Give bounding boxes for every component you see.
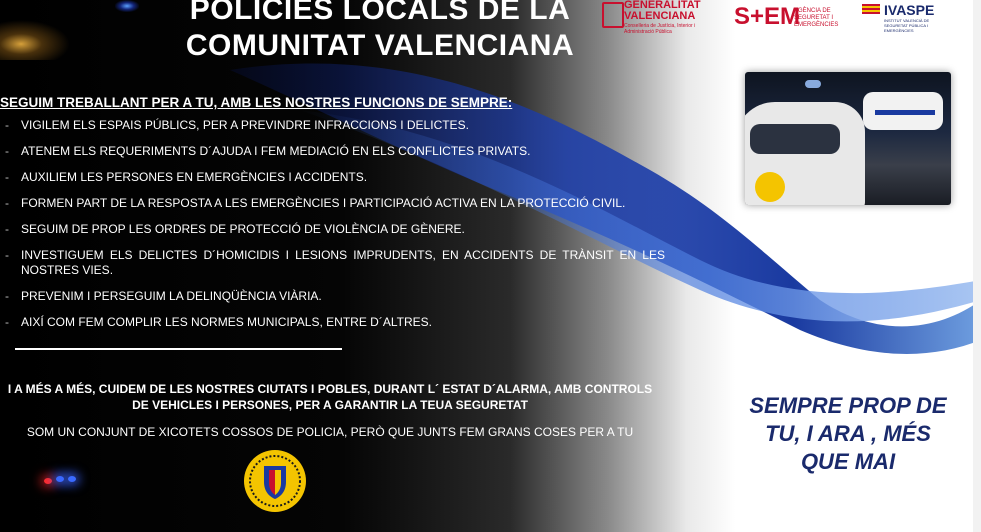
list-item: - INVESTIGUEM ELS DELICTES D´HOMICIDIS I LESIONS IMPRUDENTS, EN ACCIDENTS DE TRÀNSIT EN LES NOSTRES VIES.: [0, 248, 665, 278]
generalitat-name-2: VALENCIANA: [624, 10, 696, 22]
police-crest-icon: [242, 448, 308, 514]
right-edge-strip: [973, 0, 981, 532]
title-line-2: COMUNITAT VALENCIANA: [185, 29, 575, 62]
alarm-statement-line-2: DE VEHICLES I PERSONES, PER A GARANTIR LA TEUA SEGURETAT: [132, 398, 528, 412]
ivaspe-name: IVASPE: [884, 2, 935, 18]
list-item: - PREVENIM I PERSEGUIM LA DELINQÜÈNCIA VIÀRIA.: [0, 289, 665, 304]
sem-subtitle: AGÈNCIA DE SEGURETAT I EMERGÈNCIES: [794, 8, 839, 28]
list-item: - SEGUIM DE PROP LES ORDRES DE PROTECCIÓ DE VIOLÈNCIA DE GÈNERE.: [0, 222, 665, 237]
alarm-statement: [0, 381, 660, 413]
police-car-photo: [745, 72, 951, 205]
slogan-line-2: TU, I ARA , MÉS: [765, 421, 931, 446]
forces-statement: SOM UN CONJUNT DE XICOTETS COSSOS DE POLICIA, PERÒ QUE JUNTS FEM GRANS COSES PER A TU: [26, 425, 634, 439]
list-item: - AUXILIEM LES PERSONES EN EMERGÈNCIES I ACCIDENTS.: [0, 170, 665, 185]
valencian-flag-icon: [862, 4, 880, 14]
slogan: [728, 392, 968, 476]
poster-title: [140, 0, 620, 64]
blue-light-glow: [115, 0, 139, 12]
list-item: - AIXÍ COM FEM COMPLIR LES NORMES MUNICIPALS, ENTRE D´ALTRES.: [0, 315, 665, 330]
title-line-1: POLICIES LOCALS DE LA: [189, 0, 571, 26]
divider: [15, 348, 342, 350]
logo-strip: [600, 0, 960, 36]
car-door-badge: [755, 172, 785, 202]
generalitat-logo: [600, 0, 720, 34]
sem-logo: [734, 3, 854, 33]
slogan-line-3: QUE MAI: [800, 449, 896, 474]
functions-heading: SEGUIM TREBALLANT PER A TU, AMB LES NOSTRES FUNCIONS DE SEMPRE:: [0, 95, 513, 110]
functions-list: [0, 118, 665, 341]
slogan-line-1: SEMPRE PROP DE: [749, 393, 947, 418]
ivaspe-subtitle: INSTITUT VALENCIÀ DE SEGURETAT PÚBLICA I EMERGÈNCIES: [884, 18, 930, 33]
night-city-glow: [0, 20, 70, 60]
list-item: - FORMEN PART DE LA RESPOSTA A LES EMERGÈNCIES I PARTICIPACIÓ ACTIVA EN LA PROTECCIÓ CIVIL.: [0, 196, 665, 211]
ivaspe-logo: [862, 2, 958, 34]
police-siren-lights-icon: [40, 472, 90, 494]
generalitat-emblem-icon: [602, 2, 624, 28]
sem-name: S+EM: [734, 3, 801, 30]
alarm-statement-line-1: I A MÉS A MÉS, CUIDEM DE LES NOSTRES CIUTATS I POBLES, DURANT L´ ESTAT D´ALARMA, AMB CONTROLS: [7, 382, 653, 396]
list-item: - ATENEM ELS REQUERIMENTS D´AJUDA I FEM MEDIACIÓ EN ELS CONFLICTES PRIVATS.: [0, 144, 665, 159]
generalitat-subtitle: Conselleria de Justícia, Interior i Administració Pública: [624, 23, 696, 35]
generalitat-name-1: GENERALITAT: [624, 0, 701, 11]
list-item: - VIGILEM ELS ESPAIS PÚBLICS, PER A PREVINDRE INFRACCIONS I DELICTES.: [0, 118, 665, 133]
